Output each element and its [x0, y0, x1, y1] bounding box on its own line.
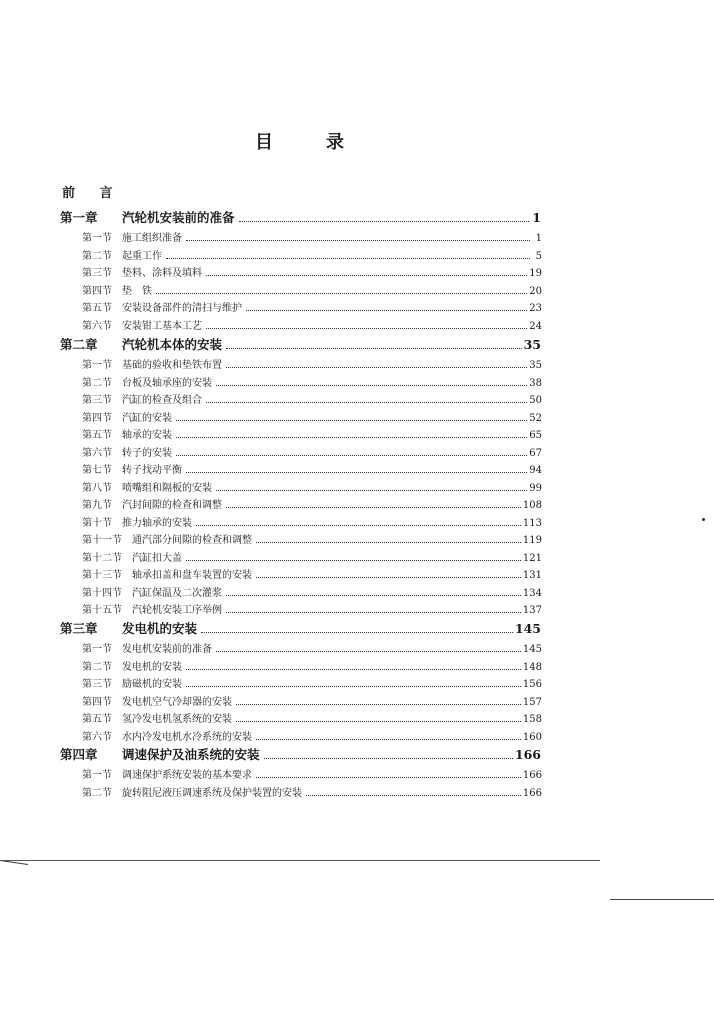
section-number: 第三节 — [82, 679, 112, 690]
section-page: 99 — [529, 482, 542, 494]
section-number: 第五节 — [82, 303, 112, 314]
section-title: 汽缸的安装 — [122, 412, 172, 424]
section-title: 转子的安装 — [122, 447, 172, 459]
section-page: 166 — [522, 787, 542, 799]
dot-leader — [306, 795, 521, 796]
section-row — [82, 409, 542, 424]
chapter-page: 145 — [514, 621, 541, 636]
page-title-char-1: 目 — [255, 132, 273, 153]
section-row — [82, 728, 542, 743]
section-title: 安装钳工基本工艺 — [122, 320, 202, 332]
section-number: 第十五节 — [82, 605, 122, 616]
scan-mark-right — [610, 899, 714, 900]
section-page: 119 — [522, 535, 542, 546]
section-title: 发电机的安装 — [122, 661, 182, 673]
chapter-row — [60, 619, 541, 637]
section-title: 汽轮机安装工序举例 — [132, 605, 222, 616]
section-page: 94 — [529, 465, 542, 476]
chapter-row — [60, 745, 541, 763]
section-row — [82, 531, 542, 546]
section-page: 23 — [529, 303, 542, 314]
dot-leader — [256, 739, 521, 740]
section-number: 第十二节 — [82, 552, 122, 564]
section-page: 35 — [529, 360, 542, 371]
section-row — [82, 766, 542, 781]
dot-leader — [226, 367, 527, 368]
dot-leader — [226, 507, 521, 508]
dot-leader — [246, 310, 527, 311]
dot-leader — [206, 402, 527, 403]
section-number: 第十一节 — [82, 535, 122, 546]
section-page: 166 — [522, 770, 542, 781]
dot-leader — [256, 777, 521, 778]
section-title: 喷嘴组和隔板的安装 — [122, 482, 212, 494]
section-title: 汽封间隙的检查和调整 — [122, 500, 222, 511]
dot-leader — [256, 542, 521, 543]
section-row — [82, 693, 542, 708]
section-row — [82, 374, 542, 389]
scan-speck — [702, 518, 705, 521]
section-title: 转子找动平衡 — [122, 465, 182, 476]
dot-leader — [256, 577, 521, 578]
scan-mark-left — [0, 852, 28, 865]
dot-leader — [226, 612, 521, 613]
section-page: 145 — [522, 644, 542, 655]
chapter-page: 1 — [532, 210, 541, 225]
dot-leader — [206, 275, 527, 276]
section-row — [82, 479, 542, 494]
section-page: 156 — [522, 679, 542, 690]
dot-leader — [206, 328, 527, 329]
dot-leader — [216, 385, 527, 386]
section-page: 113 — [522, 517, 542, 529]
section-page: 65 — [529, 430, 542, 441]
section-title: 旋转阻尼液压调速系统及保护装置的安装 — [122, 787, 302, 799]
section-title: 励磁机的安装 — [122, 679, 182, 690]
section-row — [82, 784, 542, 799]
dot-leader — [186, 560, 521, 561]
section-row — [82, 229, 542, 244]
chapter-title: 发电机的安装 — [122, 621, 198, 636]
section-title: 汽缸扣大盖 — [132, 552, 182, 564]
section-page: 148 — [522, 661, 542, 673]
dot-leader — [176, 437, 527, 438]
section-page: 19 — [529, 268, 542, 279]
section-row — [82, 658, 542, 673]
section-number: 第十四节 — [82, 587, 122, 599]
section-page: 67 — [529, 447, 542, 459]
chapter-page: 35 — [523, 337, 541, 352]
section-page: 157 — [522, 696, 542, 708]
dot-leader — [196, 525, 521, 526]
section-row — [82, 247, 542, 262]
section-title: 施工组织准备 — [122, 233, 182, 244]
section-title: 起重工作 — [122, 250, 162, 262]
preface-heading: 前 言 — [62, 186, 123, 201]
section-page: 24 — [529, 320, 542, 332]
section-row — [82, 566, 542, 581]
section-page: 160 — [522, 731, 542, 743]
section-number: 第七节 — [82, 465, 112, 476]
section-row — [82, 675, 542, 690]
section-title: 汽缸保温及二次灌浆 — [132, 587, 222, 599]
dot-leader — [201, 632, 513, 633]
section-row — [82, 640, 542, 655]
dot-leader — [186, 686, 521, 687]
section-number: 第十节 — [82, 517, 112, 529]
chapter-number: 第四章 — [60, 747, 98, 762]
dot-leader — [239, 221, 529, 222]
section-row — [82, 584, 542, 599]
section-number: 第五节 — [82, 430, 112, 441]
dot-leader — [176, 420, 527, 421]
section-row — [82, 426, 542, 441]
chapter-row — [60, 208, 541, 226]
section-row — [82, 264, 542, 279]
section-title: 发电机空气冷却器的安装 — [122, 696, 232, 708]
section-page: 50 — [529, 395, 542, 406]
section-number: 第一节 — [82, 770, 112, 781]
dot-leader — [186, 669, 521, 670]
section-page: 158 — [522, 714, 542, 725]
section-number: 第二节 — [82, 661, 112, 673]
dot-leader — [186, 240, 530, 241]
chapter-number: 第三章 — [60, 621, 98, 636]
dot-leader — [236, 704, 521, 705]
section-title: 垫 铁 — [122, 285, 152, 297]
chapter-row — [60, 335, 541, 353]
section-title: 垫料、涂料及填料 — [122, 268, 202, 279]
section-row — [82, 317, 542, 332]
section-number: 第四节 — [82, 696, 112, 708]
section-title: 轴承扣盖和盘车装置的安装 — [132, 570, 252, 581]
dot-leader — [236, 721, 521, 722]
section-row — [82, 299, 542, 314]
section-page: 121 — [522, 552, 542, 564]
page-title-char-2: 录 — [326, 132, 344, 153]
section-title: 发电机安装前的准备 — [122, 644, 212, 655]
chapter-number: 第一章 — [60, 210, 98, 225]
section-number: 第一节 — [82, 233, 112, 244]
section-row — [82, 282, 542, 297]
dot-leader — [216, 490, 527, 491]
section-number: 第六节 — [82, 447, 112, 459]
dot-leader — [226, 595, 521, 596]
section-number: 第四节 — [82, 285, 112, 297]
section-page: 134 — [522, 587, 542, 599]
section-page: 52 — [529, 412, 542, 424]
section-number: 第二节 — [82, 787, 112, 799]
section-title: 基础的验收和垫铁布置 — [122, 360, 222, 371]
dot-leader — [216, 651, 521, 652]
section-row — [82, 461, 542, 476]
section-row — [82, 356, 542, 371]
section-page: 1 — [535, 233, 542, 244]
section-number: 第十三节 — [82, 570, 122, 581]
section-title: 通汽部分间隙的检查和调整 — [132, 535, 252, 546]
section-page: 108 — [522, 500, 542, 511]
section-page: 131 — [522, 570, 542, 581]
section-number: 第四节 — [82, 412, 112, 424]
section-title: 轴承的安装 — [122, 430, 172, 441]
section-row — [82, 391, 542, 406]
section-number: 第三节 — [82, 268, 112, 279]
section-page: 38 — [529, 377, 542, 389]
section-row — [82, 444, 542, 459]
bottom-rule — [0, 860, 600, 861]
section-number: 第二节 — [82, 250, 112, 262]
section-number: 第一节 — [82, 360, 112, 371]
section-title: 氢冷发电机氢系统的安装 — [122, 714, 232, 725]
chapter-title: 汽轮机本体的安装 — [122, 337, 223, 352]
section-row — [82, 496, 542, 511]
section-title: 水内冷发电机水冷系统的安装 — [122, 731, 252, 743]
dot-leader — [226, 348, 522, 349]
section-row — [82, 710, 542, 725]
chapter-number: 第二章 — [60, 337, 98, 352]
dot-leader — [176, 455, 527, 456]
dot-leader — [156, 293, 527, 294]
section-number: 第六节 — [82, 731, 112, 743]
section-page: 5 — [535, 250, 542, 262]
section-title: 台板及轴承座的安装 — [122, 377, 212, 389]
section-row — [82, 514, 542, 529]
section-row — [82, 549, 542, 564]
section-title: 调速保护系统安装的基本要求 — [122, 770, 252, 781]
section-number: 第九节 — [82, 500, 112, 511]
chapter-page: 166 — [514, 747, 541, 762]
section-number: 第八节 — [82, 482, 112, 494]
chapter-title: 汽轮机安装前的准备 — [122, 210, 235, 225]
chapter-title: 调速保护及油系统的安装 — [122, 747, 260, 762]
section-title: 推力轴承的安装 — [122, 517, 192, 529]
dot-leader — [166, 258, 530, 259]
section-number: 第二节 — [82, 377, 112, 389]
section-page: 137 — [522, 605, 542, 616]
section-title: 汽缸的检查及组合 — [122, 395, 202, 406]
section-title: 安装设备部件的清扫与维护 — [122, 303, 242, 314]
dot-leader — [264, 758, 513, 759]
section-page: 20 — [529, 285, 542, 297]
section-number: 第一节 — [82, 644, 112, 655]
section-row — [82, 601, 542, 616]
dot-leader — [186, 472, 527, 473]
section-number: 第六节 — [82, 320, 112, 332]
section-number: 第五节 — [82, 714, 112, 725]
section-number: 第三节 — [82, 395, 112, 406]
